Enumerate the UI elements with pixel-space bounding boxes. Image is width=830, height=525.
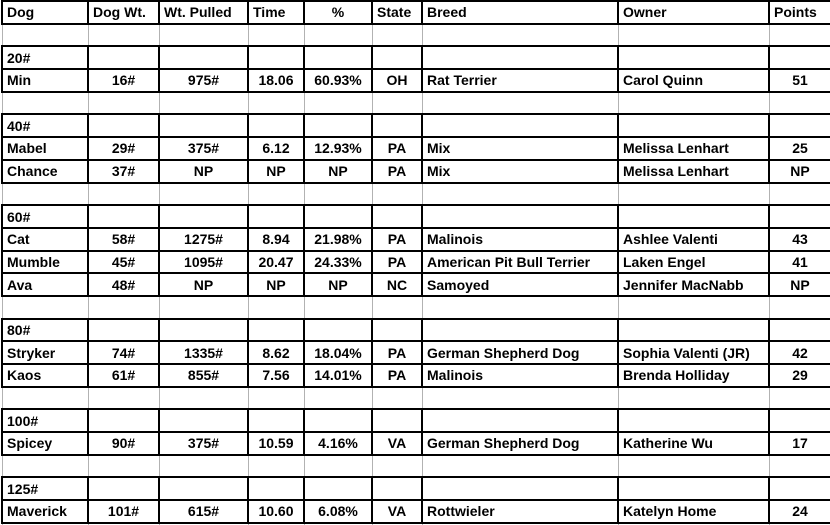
- empty-cell: [159, 114, 248, 137]
- cell: 18.06: [248, 69, 304, 92]
- cell: 12.93%: [304, 137, 372, 160]
- cell: 61#: [88, 364, 159, 387]
- cell: American Pit Bull Terrier: [422, 251, 618, 274]
- empty-cell: [769, 24, 830, 47]
- cell: Katherine Wu: [618, 432, 769, 455]
- empty-cell: [88, 205, 159, 228]
- empty-cell: [304, 24, 372, 47]
- cell: PA: [372, 364, 422, 387]
- cell: 24.33%: [304, 251, 372, 274]
- empty-cell: [422, 409, 618, 432]
- cell: 41: [769, 251, 830, 274]
- empty-cell: [159, 387, 248, 410]
- weight-class-row: [2, 205, 830, 228]
- cell: 615#: [159, 500, 248, 523]
- empty-cell: [248, 183, 304, 206]
- empty-cell: [248, 387, 304, 410]
- empty-cell: [248, 296, 304, 319]
- separator-row: [2, 183, 830, 206]
- empty-cell: [88, 477, 159, 500]
- empty-cell: [159, 92, 248, 115]
- cell: 1095#: [159, 251, 248, 274]
- empty-cell: [88, 92, 159, 115]
- empty-cell: [618, 205, 769, 228]
- weight-class-cell: 80#: [2, 319, 88, 342]
- empty-cell: [618, 387, 769, 410]
- cell: Mabel: [2, 137, 88, 160]
- empty-cell: [159, 24, 248, 47]
- empty-cell: [372, 205, 422, 228]
- cell: VA: [372, 500, 422, 523]
- cell: 20.47: [248, 251, 304, 274]
- empty-cell: [372, 92, 422, 115]
- cell: 6.08%: [304, 500, 372, 523]
- cell: Katelyn Home: [618, 500, 769, 523]
- cell: NP: [248, 273, 304, 296]
- empty-cell: [769, 296, 830, 319]
- empty-cell: [304, 296, 372, 319]
- table-row: [2, 432, 830, 455]
- separator-row: [2, 296, 830, 319]
- empty-cell: [372, 46, 422, 69]
- empty-cell: [304, 319, 372, 342]
- cell: 375#: [159, 137, 248, 160]
- empty-cell: [88, 455, 159, 478]
- empty-cell: [248, 477, 304, 500]
- empty-cell: [88, 46, 159, 69]
- cell: 14.01%: [304, 364, 372, 387]
- empty-cell: [304, 183, 372, 206]
- column-header: Owner: [618, 1, 769, 24]
- results-table: [1, 0, 830, 525]
- separator-row: [2, 24, 830, 47]
- empty-cell: [159, 296, 248, 319]
- cell: 855#: [159, 364, 248, 387]
- cell: Cat: [2, 228, 88, 251]
- cell: 975#: [159, 69, 248, 92]
- empty-cell: [422, 296, 618, 319]
- empty-cell: [422, 183, 618, 206]
- empty-cell: [769, 92, 830, 115]
- cell: 1335#: [159, 341, 248, 364]
- empty-cell: [422, 24, 618, 47]
- cell: 74#: [88, 341, 159, 364]
- table-row: [2, 273, 830, 296]
- table-row: [2, 500, 830, 523]
- empty-cell: [422, 46, 618, 69]
- weight-class-row: [2, 114, 830, 137]
- cell: 42: [769, 341, 830, 364]
- empty-cell: [422, 477, 618, 500]
- cell: 51: [769, 69, 830, 92]
- results-table-body: [2, 1, 830, 525]
- empty-cell: [769, 114, 830, 137]
- table-row: [2, 251, 830, 274]
- column-header: %: [304, 1, 372, 24]
- empty-cell: [248, 319, 304, 342]
- column-header: Points: [769, 1, 830, 24]
- empty-cell: [372, 477, 422, 500]
- cell: NP: [159, 273, 248, 296]
- empty-cell: [304, 205, 372, 228]
- cell: Jennifer MacNabb: [618, 273, 769, 296]
- cell: German Shepherd Dog: [422, 432, 618, 455]
- empty-cell: [2, 24, 88, 47]
- cell: 7.56: [248, 364, 304, 387]
- separator-row: [2, 92, 830, 115]
- empty-cell: [248, 409, 304, 432]
- empty-cell: [159, 319, 248, 342]
- table-row: [2, 341, 830, 364]
- empty-cell: [88, 319, 159, 342]
- empty-cell: [422, 387, 618, 410]
- cell: Melissa Lenhart: [618, 137, 769, 160]
- cell: Rottwieler: [422, 500, 618, 523]
- empty-cell: [618, 24, 769, 47]
- cell: PA: [372, 228, 422, 251]
- cell: NP: [769, 160, 830, 183]
- cell: 18.04%: [304, 341, 372, 364]
- column-header: Dog Wt.: [88, 1, 159, 24]
- empty-cell: [618, 319, 769, 342]
- cell: NP: [304, 273, 372, 296]
- cell: VA: [372, 432, 422, 455]
- empty-cell: [618, 477, 769, 500]
- empty-cell: [304, 477, 372, 500]
- cell: 58#: [88, 228, 159, 251]
- cell: PA: [372, 341, 422, 364]
- cell: Melissa Lenhart: [618, 160, 769, 183]
- cell: Min: [2, 69, 88, 92]
- cell: 43: [769, 228, 830, 251]
- cell: Malinois: [422, 228, 618, 251]
- cell: Maverick: [2, 500, 88, 523]
- cell: Mumble: [2, 251, 88, 274]
- cell: Malinois: [422, 364, 618, 387]
- table-row: [2, 228, 830, 251]
- empty-cell: [372, 296, 422, 319]
- empty-cell: [2, 183, 88, 206]
- empty-cell: [159, 477, 248, 500]
- cell: 24: [769, 500, 830, 523]
- empty-cell: [372, 114, 422, 137]
- weight-class-row: [2, 46, 830, 69]
- cell: Stryker: [2, 341, 88, 364]
- weight-class-cell: 40#: [2, 114, 88, 137]
- cell: Laken Engel: [618, 251, 769, 274]
- empty-cell: [304, 455, 372, 478]
- separator-row: [2, 387, 830, 410]
- cell: PA: [372, 160, 422, 183]
- cell: 1275#: [159, 228, 248, 251]
- empty-cell: [769, 183, 830, 206]
- column-header: Breed: [422, 1, 618, 24]
- empty-cell: [769, 319, 830, 342]
- cell: 375#: [159, 432, 248, 455]
- cell: Rat Terrier: [422, 69, 618, 92]
- cell: 101#: [88, 500, 159, 523]
- empty-cell: [2, 387, 88, 410]
- weight-class-row: [2, 477, 830, 500]
- empty-cell: [159, 409, 248, 432]
- cell: 48#: [88, 273, 159, 296]
- empty-cell: [372, 319, 422, 342]
- cell: NP: [304, 160, 372, 183]
- empty-cell: [618, 455, 769, 478]
- empty-cell: [304, 92, 372, 115]
- cell: 10.59: [248, 432, 304, 455]
- empty-cell: [769, 387, 830, 410]
- cell: 37#: [88, 160, 159, 183]
- cell: 29#: [88, 137, 159, 160]
- cell: 8.94: [248, 228, 304, 251]
- empty-cell: [88, 296, 159, 319]
- empty-cell: [248, 24, 304, 47]
- empty-cell: [159, 455, 248, 478]
- empty-cell: [304, 46, 372, 69]
- table-row: [2, 364, 830, 387]
- cell: German Shepherd Dog: [422, 341, 618, 364]
- column-header: Wt. Pulled: [159, 1, 248, 24]
- table-row: [2, 69, 830, 92]
- empty-cell: [159, 46, 248, 69]
- empty-cell: [304, 387, 372, 410]
- weight-class-cell: 60#: [2, 205, 88, 228]
- weight-class-row: [2, 319, 830, 342]
- cell: PA: [372, 251, 422, 274]
- table-row: [2, 160, 830, 183]
- column-header: State: [372, 1, 422, 24]
- empty-cell: [88, 24, 159, 47]
- empty-cell: [304, 114, 372, 137]
- cell: Brenda Holliday: [618, 364, 769, 387]
- empty-cell: [88, 409, 159, 432]
- weight-class-cell: 20#: [2, 46, 88, 69]
- cell: Kaos: [2, 364, 88, 387]
- cell: NC: [372, 273, 422, 296]
- table-row: [2, 137, 830, 160]
- cell: 29: [769, 364, 830, 387]
- weight-class-row: [2, 409, 830, 432]
- empty-cell: [372, 455, 422, 478]
- cell: Mix: [422, 160, 618, 183]
- empty-cell: [422, 319, 618, 342]
- empty-cell: [422, 455, 618, 478]
- cell: 17: [769, 432, 830, 455]
- weight-class-cell: 100#: [2, 409, 88, 432]
- separator-row: [2, 455, 830, 478]
- cell: PA: [372, 137, 422, 160]
- empty-cell: [159, 205, 248, 228]
- empty-cell: [618, 46, 769, 69]
- empty-cell: [372, 409, 422, 432]
- empty-cell: [88, 183, 159, 206]
- empty-cell: [248, 205, 304, 228]
- empty-cell: [422, 92, 618, 115]
- cell: 90#: [88, 432, 159, 455]
- empty-cell: [769, 409, 830, 432]
- cell: 4.16%: [304, 432, 372, 455]
- cell: 6.12: [248, 137, 304, 160]
- empty-cell: [618, 409, 769, 432]
- cell: Samoyed: [422, 273, 618, 296]
- empty-cell: [618, 92, 769, 115]
- empty-cell: [248, 455, 304, 478]
- empty-cell: [88, 114, 159, 137]
- cell: Spicey: [2, 432, 88, 455]
- cell: 10.60: [248, 500, 304, 523]
- cell: NP: [769, 273, 830, 296]
- cell: 8.62: [248, 341, 304, 364]
- empty-cell: [769, 46, 830, 69]
- empty-cell: [2, 92, 88, 115]
- empty-cell: [618, 183, 769, 206]
- cell: 45#: [88, 251, 159, 274]
- empty-cell: [2, 455, 88, 478]
- cell: Ava: [2, 273, 88, 296]
- cell: OH: [372, 69, 422, 92]
- empty-cell: [422, 205, 618, 228]
- empty-cell: [422, 114, 618, 137]
- weight-class-cell: 125#: [2, 477, 88, 500]
- empty-cell: [372, 387, 422, 410]
- cell: 60.93%: [304, 69, 372, 92]
- empty-cell: [769, 477, 830, 500]
- cell: Mix: [422, 137, 618, 160]
- empty-cell: [2, 296, 88, 319]
- cell: NP: [159, 160, 248, 183]
- column-header: Dog: [2, 1, 88, 24]
- cell: NP: [248, 160, 304, 183]
- empty-cell: [248, 114, 304, 137]
- empty-cell: [372, 183, 422, 206]
- header-row: [2, 1, 830, 24]
- cell: Carol Quinn: [618, 69, 769, 92]
- empty-cell: [248, 92, 304, 115]
- empty-cell: [769, 455, 830, 478]
- cell: 21.98%: [304, 228, 372, 251]
- empty-cell: [618, 296, 769, 319]
- empty-cell: [618, 114, 769, 137]
- cell: Chance: [2, 160, 88, 183]
- empty-cell: [88, 387, 159, 410]
- empty-cell: [769, 205, 830, 228]
- empty-cell: [159, 183, 248, 206]
- cell: 25: [769, 137, 830, 160]
- empty-cell: [372, 24, 422, 47]
- cell: 16#: [88, 69, 159, 92]
- empty-cell: [248, 46, 304, 69]
- cell: Sophia Valenti (JR): [618, 341, 769, 364]
- empty-cell: [304, 409, 372, 432]
- cell: Ashlee Valenti: [618, 228, 769, 251]
- column-header: Time: [248, 1, 304, 24]
